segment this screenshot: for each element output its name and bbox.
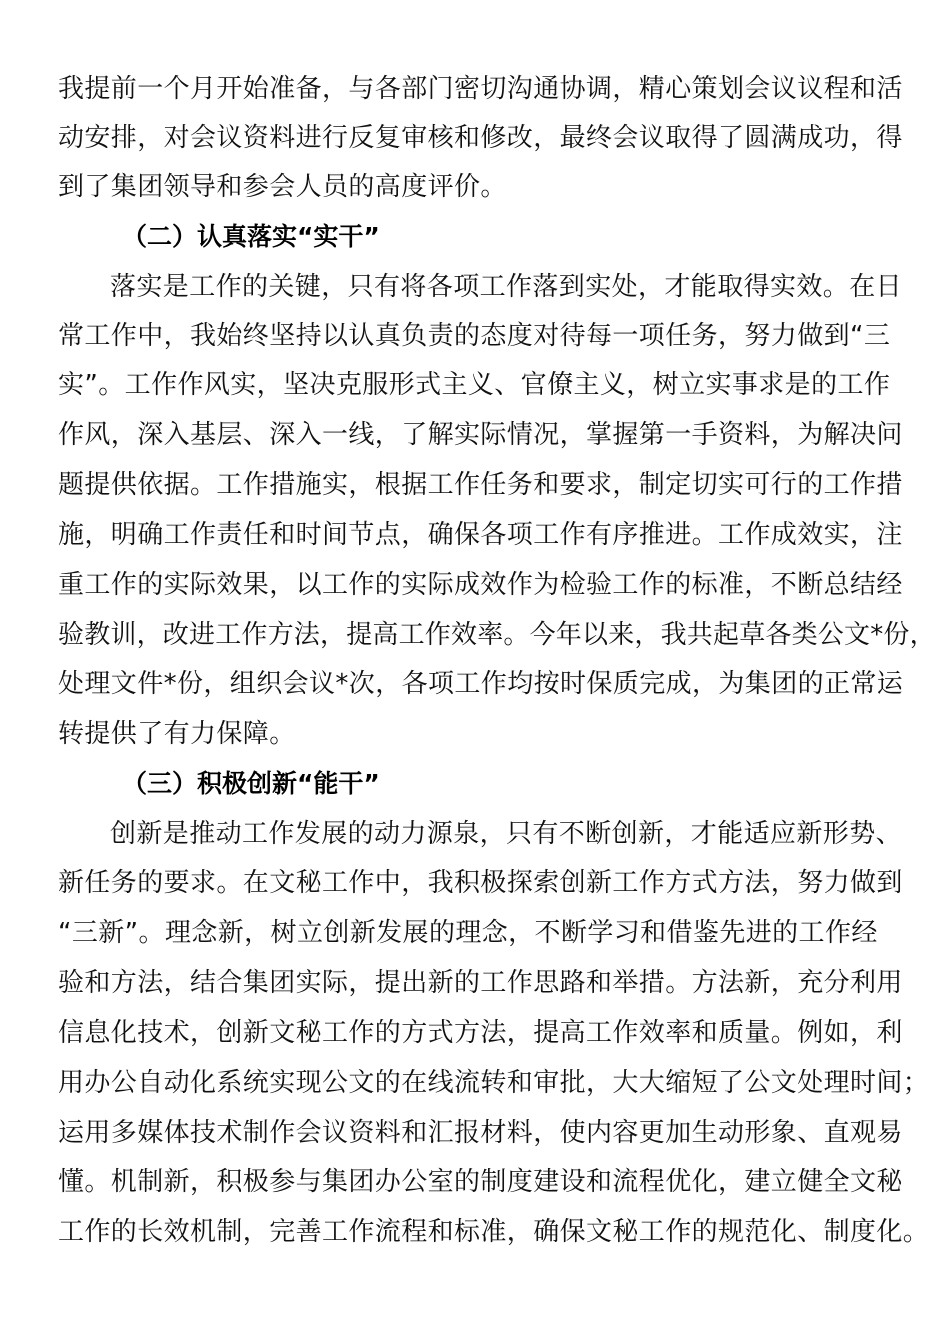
paragraph-line: 运用多媒体技术制作会议资料和汇报材料，使内容更加生动形象、直观易	[58, 1118, 903, 1148]
paragraph-line: 验和方法，结合集团实际，提出新的工作思路和举措。方法新，充分利用	[58, 968, 903, 998]
paragraph-line: 实”。工作作风实，坚决克服形式主义、官僚主义，树立实事求是的工作	[58, 370, 891, 400]
paragraph-line: 创新是推动工作发展的动力源泉，只有不断创新，才能适应新形势、	[110, 819, 903, 849]
paragraph-line: 用办公自动化系统实现公文的在线流转和审批，大大缩短了公文处理时间；	[58, 1068, 930, 1098]
paragraph-line: 落实是工作的关键，只有将各项工作落到实处，才能取得实效。在日	[110, 272, 903, 302]
paragraph-line: 新任务的要求。在文秘工作中，我积极探索创新工作方式方法，努力做到	[58, 868, 903, 898]
paragraph-line: 我提前一个月开始准备，与各部门密切沟通协调，精心策划会议议程和活	[58, 74, 903, 104]
section-heading-2: （二）认真落实“实干”	[122, 222, 380, 251]
paragraph-line: 转提供了有力保障。	[58, 719, 296, 749]
paragraph-line: 题提供依据。工作措施实，根据工作任务和要求，制定切实可行的工作措	[58, 470, 903, 500]
paragraph-line: 常工作中，我始终坚持以认真负责的态度对待每一项任务，努力做到“三	[58, 321, 891, 351]
paragraph-line: 重工作的实际效果，以工作的实际成效作为检验工作的标准，不断总结经	[58, 570, 903, 600]
paragraph-line: 验教训，改进工作方法，提高工作效率。今年以来，我共起草各类公文*份，	[58, 620, 936, 650]
paragraph-line: 施，明确工作责任和时间节点，确保各项工作有序推进。工作成效实，注	[58, 520, 903, 550]
paragraph-line: 到了集团领导和参会人员的高度评价。	[58, 172, 507, 202]
section-heading-3: （三）积极创新“能干”	[122, 769, 380, 798]
paragraph-line: 懂。机制新，积极参与集团办公室的制度建设和流程优化，建立健全文秘	[58, 1167, 903, 1197]
paragraph-line: 处理文件*份，组织会议*次，各项工作均按时保质完成，为集团的正常运	[58, 669, 904, 699]
paragraph-line: 动安排，对会议资料进行反复审核和修改，最终会议取得了圆满成功，得	[58, 123, 903, 153]
paragraph-line: “三新”。理念新，树立创新发展的理念，不断学习和借鉴先进的工作经	[58, 918, 878, 948]
paragraph-line: 作风，深入基层、深入一线，了解实际情况，掌握第一手资料，为解决问	[58, 420, 903, 450]
paragraph-line: 工作的长效机制，完善工作流程和标准，确保文秘工作的规范化、制度化。	[58, 1217, 930, 1247]
paragraph-line: 信息化技术，创新文秘工作的方式方法，提高工作效率和质量。例如，利	[58, 1018, 903, 1048]
